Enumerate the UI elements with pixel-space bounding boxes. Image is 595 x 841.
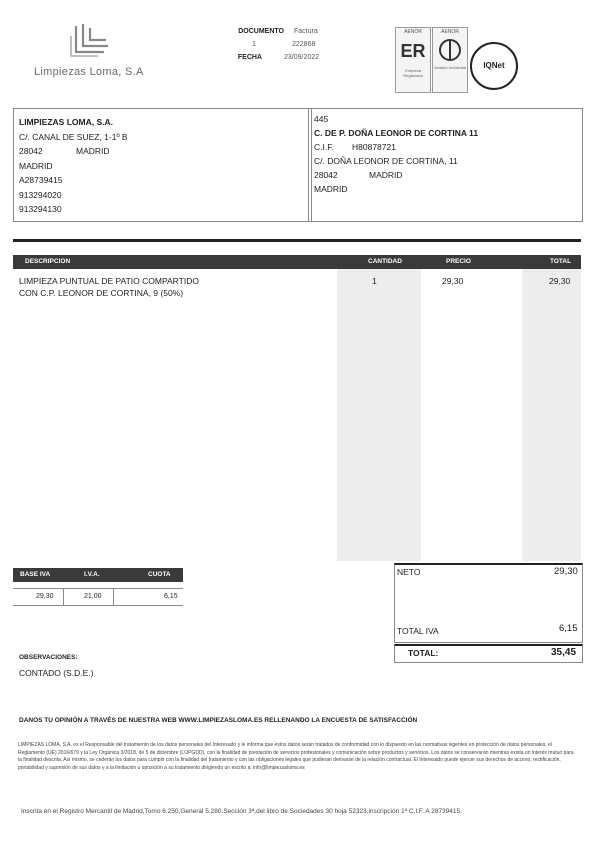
company-logo-name: Limpiezas Loma, S.A <box>34 66 144 78</box>
privacy-text: LIMPIEZAS LOMA, S.A. es el Responsable del tratamiento de los datos personales del Interesado y le informa que estos datos serán tratados de conformidad con lo dispuesto en las normativas vigentes en protección de datos personales, el Reglamento (UE) 2016/679 y la Ley Orgánica 3/2018, de 5 de diciembre (LOPGDD), con la finalidad de prestación de servicios profesionales y comunicación sobre productos y servicios. Los datos se conservarán mientras exista un interés mutuo para la finalidad descrita. Así mismo, se cederán los datos para cumplir con la finalidad del tratamiento y con las obligaciones legales que pudieran derivarse de la relación contractual. El Interesado puede ejercer sus derechos de acceso, rectificación, portabilidad y supresión de sus datos y a la limitación u oposición a su tratamiento dirigiendo un escrito a: info@limpiezasloma.es <box>18 742 574 771</box>
neto-label: NETO <box>397 567 421 577</box>
issuer-phone-1: 913294020 <box>19 189 62 200</box>
issuer-name: LIMPIEZAS LOMA, S.A. <box>19 117 113 127</box>
documento-value: Factura <box>294 28 318 35</box>
gestion-ambiental-icon <box>433 35 467 65</box>
fecha-value: 23/09/2022 <box>284 54 320 61</box>
client-details <box>314 112 576 196</box>
iqnet-badge <box>470 42 518 90</box>
issuer-postal-code: 28042 <box>19 146 43 156</box>
company-logo-icon <box>68 22 112 58</box>
col-descripcion: DESCRIPCION <box>25 258 71 265</box>
aenor-ga-caption: Gestión Ambiental <box>433 65 467 70</box>
col-total: TOTAL <box>550 258 572 265</box>
tax-divider-1 <box>63 588 64 605</box>
observations-label: OBSERVACIONES: <box>19 654 78 661</box>
issuer-details <box>19 115 304 217</box>
documento-label: DOCUMENTO <box>238 28 284 35</box>
grand-total-value: 35,45 <box>551 647 577 658</box>
registry-text: Inscrita en el Registro Mercantil de Madrid,Tomo 6.250,General 5.280,Sección 3ª,del libro de Sociedades 30 hoja 52323,inscripción 1ª C.I.F. A 28739415. <box>21 808 462 815</box>
issuer-phone-2: 913294130 <box>19 204 62 214</box>
issuer-city: MADRID <box>76 146 110 156</box>
numero-label: 1 <box>252 41 256 48</box>
client-cif-label: C.I.F. <box>314 142 334 152</box>
total-column-shade <box>522 269 581 561</box>
item-description-line-2: CON C.P. LEONOR DE CORTINA, 9 (50%) <box>19 288 184 298</box>
tax-divider-2 <box>113 588 114 605</box>
col-cuota: CUOTA <box>148 571 171 578</box>
item-total: 29,30 <box>549 276 571 286</box>
items-table-header <box>13 255 581 269</box>
tax-iva-value: 21,00 <box>84 593 102 600</box>
col-precio: PRECIO <box>446 258 471 265</box>
company-logo <box>30 22 160 82</box>
client-postal-code: 28042 <box>314 170 338 180</box>
total-iva-value: 6,15 <box>559 623 578 634</box>
client-city: MADRID <box>369 170 403 180</box>
col-base-iva: BASE IVA <box>20 571 51 578</box>
issuer-cif: A28739415 <box>19 175 63 185</box>
grand-total-label: TOTAL: <box>408 648 439 658</box>
iqnet-mark: IQNet <box>483 61 505 70</box>
aenor-er-badge <box>395 27 431 93</box>
item-description-line-1: LIMPIEZA PUNTUAL DE PATIO COMPARTIDO <box>19 276 199 286</box>
aenor-ga-badge <box>432 27 468 93</box>
total-iva-label: TOTAL IVA <box>397 626 439 636</box>
item-precio: 29,30 <box>442 276 464 286</box>
cantidad-column-shade <box>337 269 421 561</box>
header-separator <box>13 239 581 242</box>
table-row <box>19 276 579 298</box>
document-info <box>224 28 344 67</box>
issuer-street: C/. CANAL DE SUEZ, 1-1º B <box>19 131 128 142</box>
aenor-ga-top: AENOR <box>441 29 459 35</box>
col-iva: I.V.A. <box>84 571 100 578</box>
client-province: MADRID <box>314 184 348 194</box>
client-name: C. DE P. DOÑA LEONOR DE CORTINA 11 <box>314 128 479 138</box>
survey-text: DANOS TU OPINIÓN A TRAVÉS DE NUESTRA WEB WWW.LIMPIEZASLOMA.ES RELLENANDO LA ENCUESTA DE SATISFACCIÓN <box>19 717 418 724</box>
tax-cuota-value: 6,15 <box>164 593 178 600</box>
aenor-er-mark: ER <box>400 41 426 61</box>
items-table-body <box>13 269 581 561</box>
tax-base-value: 29,30 <box>36 593 54 600</box>
client-street: C/. DOÑA LEONOR DE CORTINA, 11 <box>314 156 458 166</box>
numero-value: 222868 <box>292 41 316 48</box>
client-code: 445 <box>314 114 329 124</box>
issuer-province: MADRID <box>19 160 53 171</box>
aenor-er-caption: Empresa Registrada <box>403 68 423 78</box>
client-cif: H80878721 <box>352 142 396 152</box>
observations-value: CONTADO (S.D.E.) <box>19 668 94 678</box>
fecha-label: FECHA <box>237 54 262 61</box>
item-cantidad: 1 <box>372 276 377 286</box>
col-cantidad: CANTIDAD <box>368 258 402 265</box>
neto-value: 29,30 <box>554 566 578 577</box>
aenor-er-top: AENOR <box>404 29 422 35</box>
